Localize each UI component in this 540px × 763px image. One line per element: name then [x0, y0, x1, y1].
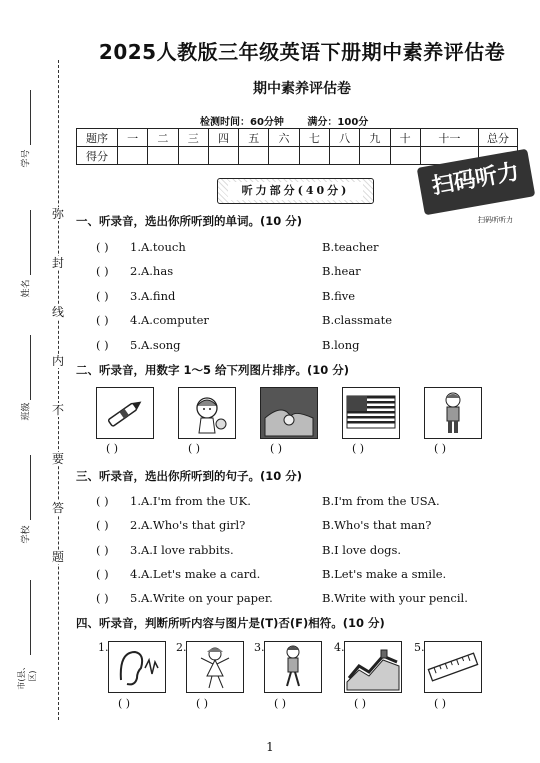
coin-icon: [261, 388, 317, 438]
picture-number: 5.: [414, 641, 425, 654]
score-header-cell: 十一: [420, 129, 478, 147]
section-3-heading: 三、听录音，选出你所听到的句子。(10 分): [76, 469, 303, 483]
field-line[interactable]: [30, 335, 31, 400]
usa-flag-picture: [342, 387, 400, 439]
ruler-picture: [424, 641, 482, 693]
binding-margin: [0, 0, 70, 763]
page-number: 1: [266, 740, 274, 754]
great-wall-icon: [345, 642, 401, 692]
option-a: 1.A.touch: [130, 240, 186, 254]
seal-char: 弥: [51, 207, 64, 221]
score-cell[interactable]: [239, 147, 269, 165]
score-header-cell: 六: [269, 129, 299, 147]
scan-audio-stamp-text: 扫码听力: [430, 159, 522, 200]
field-city: 市(县、区): [17, 662, 37, 690]
score-header-cell: 四: [208, 129, 238, 147]
option-b: B.hear: [322, 264, 361, 278]
answer-paren[interactable]: ( ): [434, 697, 447, 710]
answer-paren[interactable]: ( ): [96, 240, 109, 254]
option-a: 2.A.Who's that girl?: [130, 518, 246, 532]
seal-dash-line: [58, 60, 59, 720]
usa-flag-icon: [343, 388, 399, 438]
score-cell[interactable]: [360, 147, 390, 165]
option-b: B.five: [322, 289, 356, 303]
answer-paren[interactable]: ( ): [96, 591, 109, 605]
seal-char: 答: [51, 501, 64, 515]
option-b: B.I'm from the USA.: [322, 494, 440, 508]
field-name: 姓名: [21, 279, 32, 298]
answer-paren[interactable]: ( ): [106, 442, 119, 455]
answer-paren[interactable]: ( ): [96, 494, 109, 508]
score-header-cell: 七: [299, 129, 329, 147]
option-b: B.teacher: [322, 240, 379, 254]
option-a: 2.A.has: [130, 264, 174, 278]
score-header-cell: 二: [148, 129, 178, 147]
picture-number: 2.: [176, 641, 187, 654]
answer-paren[interactable]: ( ): [434, 442, 447, 455]
exam-meta: [200, 113, 388, 128]
score-table: [76, 128, 518, 165]
option-b: B.long: [322, 338, 360, 352]
pen-picture: [96, 387, 154, 439]
option-b: B.Write with your pencil.: [322, 591, 468, 605]
boy-picture: [424, 387, 482, 439]
field-student-id: 学号: [21, 149, 32, 168]
option-b: B.Let's make a smile.: [322, 567, 447, 581]
ear-icon: [109, 642, 165, 692]
exam-full-score: 满分：100分: [307, 117, 369, 128]
exam-title: 2025人教版三年级英语下册期中素养评估卷: [98, 40, 506, 64]
dancing-girl-picture: [186, 641, 244, 693]
exam-time: 检测时间：60分钟: [200, 117, 284, 128]
score-header-cell: 总分: [479, 129, 518, 147]
walking-boy-picture: [264, 641, 322, 693]
answer-paren[interactable]: ( ): [96, 543, 109, 557]
listening-banner: [217, 178, 374, 204]
option-a: 4.A.Let's make a card.: [130, 567, 261, 581]
answer-paren[interactable]: ( ): [96, 289, 109, 303]
girl-icon: [179, 388, 235, 438]
score-header-cell: 五: [239, 129, 269, 147]
score-cell[interactable]: [329, 147, 359, 165]
answer-paren[interactable]: ( ): [96, 338, 109, 352]
option-a: 3.A.I love rabbits.: [130, 543, 234, 557]
option-a: 5.A.song: [130, 338, 181, 352]
answer-paren[interactable]: ( ): [96, 264, 109, 278]
option-b: B.classmate: [322, 313, 393, 327]
score-cell[interactable]: [178, 147, 208, 165]
score-header-cell: 题序: [77, 129, 118, 147]
ear-picture: [108, 641, 166, 693]
score-header-cell: 九: [360, 129, 390, 147]
score-cell[interactable]: [269, 147, 299, 165]
dancing-girl-icon: [187, 642, 243, 692]
exam-subtitle: 期中素养评估卷: [253, 81, 351, 97]
picture-number: 4.: [334, 641, 345, 654]
walking-boy-icon: [265, 642, 321, 692]
ruler-icon: [425, 642, 481, 692]
listening-banner-text: 听力部分(40分): [228, 182, 363, 200]
boy-icon: [425, 388, 481, 438]
score-row-label: 得分: [77, 147, 118, 165]
option-b: B.I love dogs.: [322, 543, 402, 557]
section-1-heading: 一、听录音，选出你所听到的单词。(10 分): [76, 214, 303, 228]
option-b: B.Who's that man?: [322, 518, 432, 532]
pen-icon: [97, 388, 153, 438]
option-a: 3.A.find: [130, 289, 176, 303]
section-2-heading: 二、听录音，用数字 1～5 给下列图片排序。(10 分): [76, 363, 350, 377]
score-table-header: [77, 129, 518, 147]
option-a: 5.A.Write on your paper.: [130, 591, 273, 605]
seal-char: 封: [51, 256, 64, 270]
answer-paren[interactable]: ( ): [118, 697, 131, 710]
picture-number: 3.: [254, 641, 265, 654]
seal-char: 线: [51, 305, 64, 319]
option-a: 4.A.computer: [130, 313, 209, 327]
option-a: 1.A.I'm from the UK.: [130, 494, 251, 508]
hands-with-coin-picture: [260, 387, 318, 439]
picture-number: 1.: [98, 641, 109, 654]
score-header-cell: 三: [178, 129, 208, 147]
answer-paren[interactable]: ( ): [96, 518, 109, 532]
seal-char: 要: [51, 452, 64, 466]
great-wall-picture: [344, 641, 402, 693]
score-cell[interactable]: [299, 147, 329, 165]
score-header-cell: 十: [390, 129, 420, 147]
answer-paren[interactable]: ( ): [354, 697, 367, 710]
girl-with-ball-picture: [178, 387, 236, 439]
scan-audio-caption: 扫码听听力: [478, 216, 513, 224]
field-line[interactable]: [30, 90, 31, 145]
score-header-cell: 一: [118, 129, 148, 147]
field-line[interactable]: [30, 210, 31, 275]
score-cell[interactable]: [390, 147, 420, 165]
seal-char: 不: [51, 403, 64, 417]
seal-char: 题: [51, 550, 64, 564]
field-line[interactable]: [30, 455, 31, 520]
answer-paren[interactable]: ( ): [96, 313, 109, 327]
answer-paren[interactable]: ( ): [196, 697, 209, 710]
answer-paren[interactable]: ( ): [96, 567, 109, 581]
field-line[interactable]: [30, 580, 31, 655]
score-header-cell: 八: [329, 129, 359, 147]
answer-paren[interactable]: ( ): [352, 442, 365, 455]
answer-paren[interactable]: ( ): [270, 442, 283, 455]
score-cell[interactable]: [118, 147, 148, 165]
answer-paren[interactable]: ( ): [274, 697, 287, 710]
section-4-heading: 四、听录音，判断所听内容与图片是(T)否(F)相符。(10 分): [76, 616, 385, 630]
answer-paren[interactable]: ( ): [188, 442, 201, 455]
seal-char: 内: [51, 354, 64, 368]
score-cell[interactable]: [208, 147, 238, 165]
field-class: 班级: [21, 402, 32, 421]
score-cell[interactable]: [148, 147, 178, 165]
field-school: 学校: [21, 525, 32, 544]
